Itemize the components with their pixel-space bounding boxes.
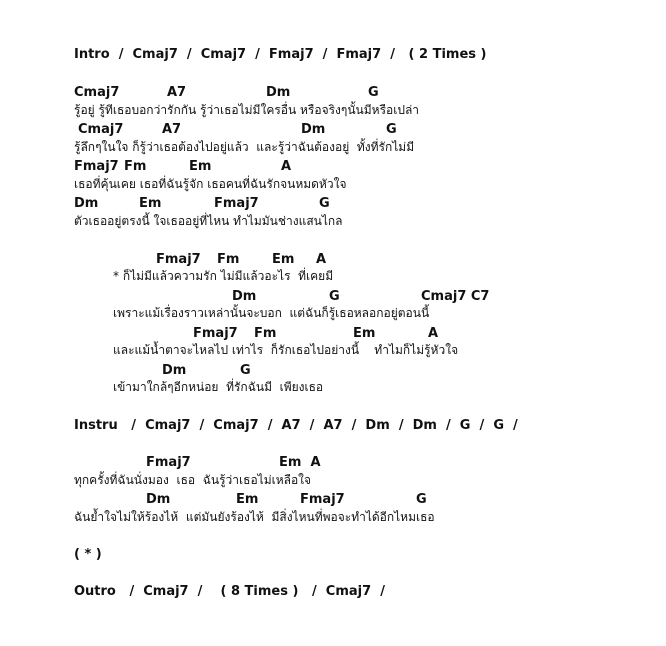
chord: Fmaj7: [193, 326, 238, 341]
outro-line: Outro / Cmaj7 / ( 8 Times ) / Cmaj7 /: [74, 584, 385, 599]
repeat-marker: ( * ): [74, 547, 102, 562]
lyric-line: ตัวเธออยู่ตรงนี้ ใจเธออยู่ที่ไหน ทำไมมันช่างแสนไกล: [74, 214, 343, 228]
chord: Cmaj7: [78, 122, 124, 137]
chord: A: [281, 159, 292, 174]
chord: Dm: [266, 85, 291, 100]
chord: G: [319, 196, 330, 211]
chord: Fm: [217, 252, 240, 267]
intro-line: Intro / Cmaj7 / Cmaj7 / Fmaj7 / Fmaj7 / ( 2 Times ): [74, 47, 487, 62]
chord: Em: [189, 159, 212, 174]
chord: Em A: [279, 455, 321, 470]
chord: Fmaj7: [74, 159, 119, 174]
chord: Em: [236, 492, 259, 507]
lyric-line: เข้ามาใกล้ๆอีกหน่อย ที่รักฉันมี เพียงเธอ: [113, 380, 324, 394]
chord: Em: [353, 326, 376, 341]
chord: Cmaj7 C7: [421, 289, 490, 304]
chord: Dm: [146, 492, 171, 507]
instru-line: Instru / Cmaj7 / Cmaj7 / A7 / A7 / Dm / Dm / G / G /: [74, 418, 518, 433]
chord: Dm: [232, 289, 257, 304]
chord: Em: [272, 252, 295, 267]
chord: G: [416, 492, 427, 507]
chord: G: [240, 363, 251, 378]
chord: Fmaj7: [156, 252, 201, 267]
lyric-line: และแม้น้ำตาจะไหลไป เท่าไร ก็รักเธอไปอย่างนี้ ทำไมก็ไม่รู้หัวใจ: [113, 343, 459, 357]
chord: A: [316, 252, 327, 267]
chord: A7: [167, 85, 187, 100]
chord: Dm: [301, 122, 326, 137]
chord: Em: [139, 196, 162, 211]
chord: Dm: [162, 363, 187, 378]
chord: G: [329, 289, 340, 304]
chord: A7: [162, 122, 182, 137]
chord: Fm: [124, 159, 147, 174]
lyric-line: รู้ลึกๆในใจ ก็รู้ว่าเธอต้องไปอยู่แล้ว และรู้ว่าฉันต้องอยู่ ทั้งที่รักไม่มี: [74, 140, 415, 154]
chord: Fmaj7: [214, 196, 259, 211]
lyric-line: * ก็ไม่มีแล้วความรัก ไม่มีแล้วอะไร ที่เคยมี: [113, 269, 334, 283]
lyric-line: รู้อยู่ รู้ทีเธอบอกว่ารักกัน รู้ว่าเธอไม่มีใครอื่น หรือจริงๆนั้นมีหรือเปล่า: [74, 103, 420, 117]
lyric-line: ฉันย้ำใจไม่ให้ร้องไห้ แต่มันยังร้องไห้ มีสิ่งไหนที่พอจะทำได้อีกไหมเธอ: [74, 510, 435, 524]
chord: Fm: [254, 326, 277, 341]
chord: Fmaj7: [146, 455, 191, 470]
chord: G: [368, 85, 379, 100]
lyric-line: ทุกครั้งที่ฉันนั่งมอง เธอ ฉันรู้ว่าเธอไม่เหลือใจ: [74, 473, 312, 487]
lyric-line: เธอที่คุ้นเคย เธอที่ฉันรู้จัก เธอคนที่ฉันรักจนหมดหัวใจ: [74, 177, 347, 191]
chord: A: [428, 326, 439, 341]
lyric-line: เพราะแม้เรื่องราวเหล่านั้นจะบอก แต่ฉันก็รู้เธอหลอกอยู่ตอนนี้: [113, 306, 430, 320]
chord: Fmaj7: [300, 492, 345, 507]
chord: Cmaj7: [74, 85, 120, 100]
chord: Dm: [74, 196, 99, 211]
chord: G: [386, 122, 397, 137]
